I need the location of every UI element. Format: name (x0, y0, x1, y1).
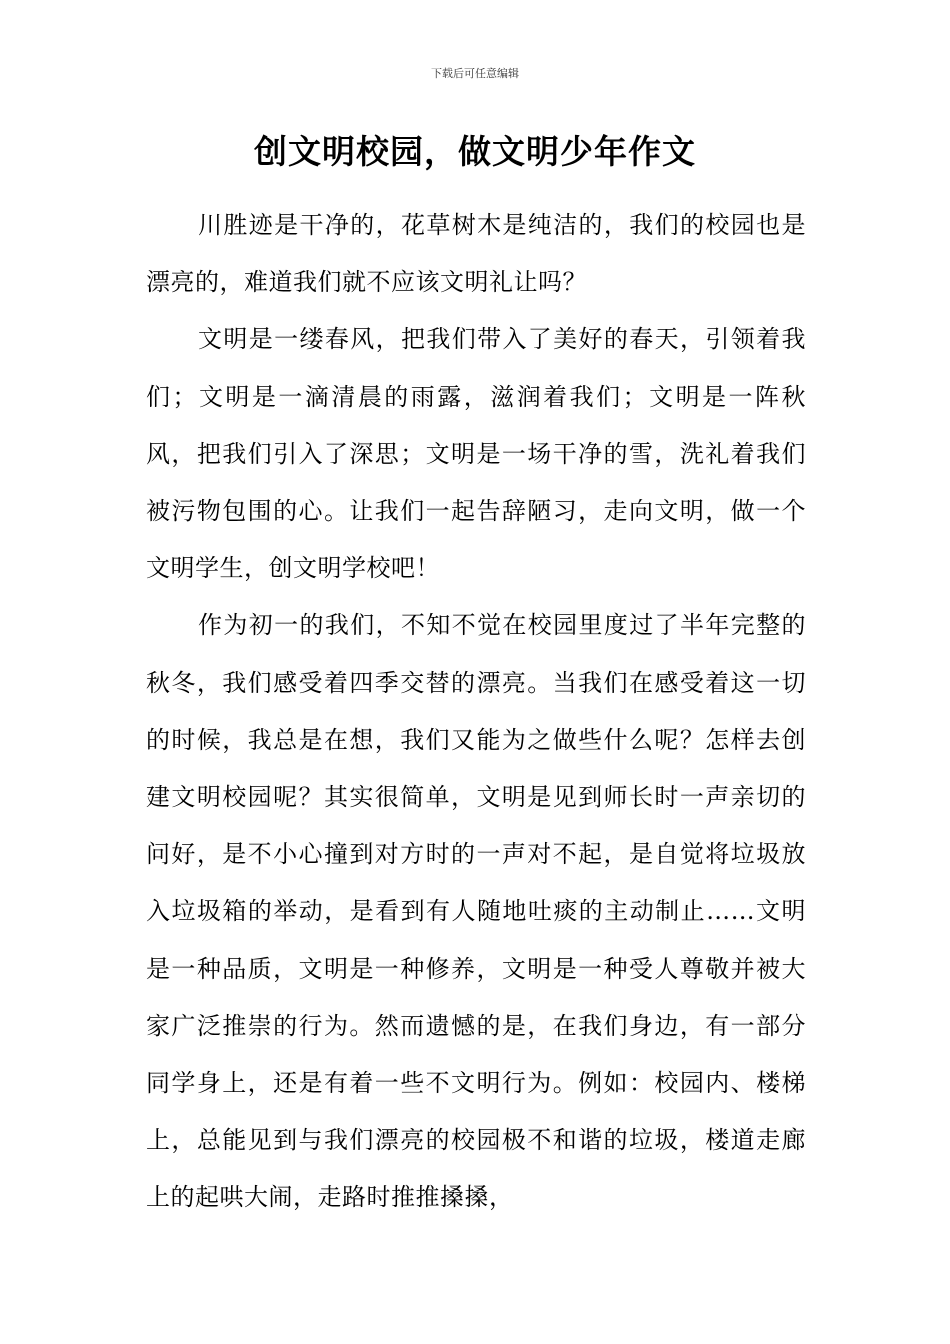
paragraph-1: 川胜迹是干净的，花草树木是纯洁的，我们的校园也是漂亮的，难道我们就不应该文明礼让吗？ (146, 211, 806, 297)
document-title: 创文明校园，做文明少年作文 (254, 132, 696, 171)
header-note: 下载后可任意编辑 (431, 67, 519, 80)
document-body (146, 197, 806, 1227)
paragraph-3: 作为初一的我们，不知不觉在校园里度过了半年完整的秋冬，我们感受着四季交替的漂亮。当我们在感受着这一切的时候，我总是在想，我们又能为之做些什么呢？怎样去创建文明校园呢？其实很简单，文明是见到师长时一声亲切的问好，是不小心撞到对方时的一声对不起，是自觉将垃圾放入垃圾箱的举动，是看到有人随地吐痰的主动制止……文明是一种品质，文明是一种修养，文明是一种受人尊敬并被大家广泛推崇的行为。然而遗憾的是，在我们身边，有一部分同学身上，还是有着一些不文明行为。例如：校园内、楼梯上，总能见到与我们漂亮的校园极不和谐的垃圾，楼道走廊上的起哄大闹，走路时推推搡搡， (146, 611, 806, 1212)
paragraph-2: 文明是一缕春风，把我们带入了美好的春天，引领着我们；文明是一滴清晨的雨露，滋润着我们；文明是一阵秋风，把我们引入了深思；文明是一场干净的雪，洗礼着我们被污物包围的心。让我们一起告辞陋习，走向文明，做一个文明学生，创文明学校吧！ (146, 325, 806, 583)
